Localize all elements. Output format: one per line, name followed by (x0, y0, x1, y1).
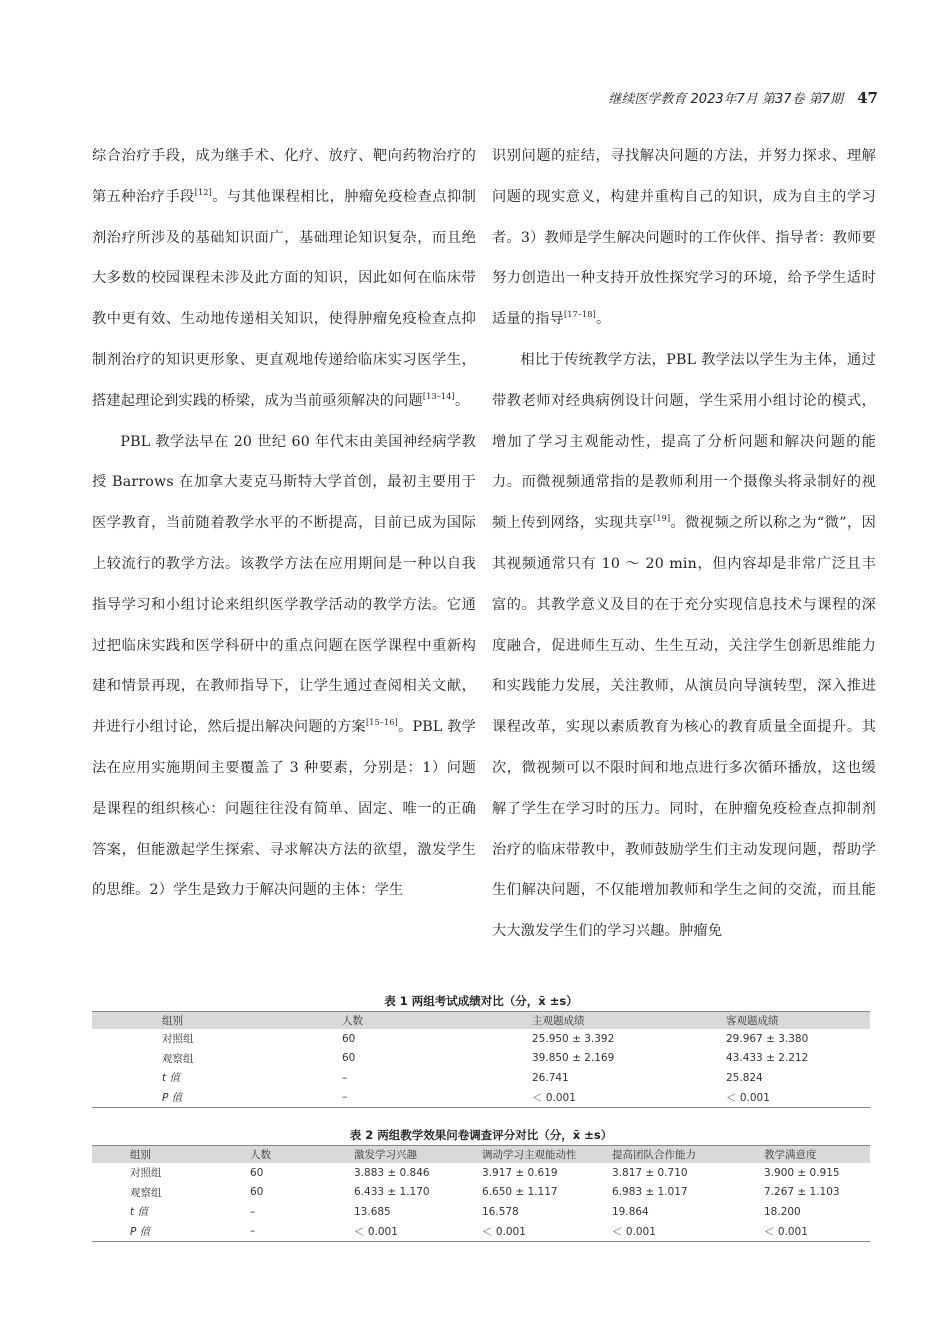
running-header (608, 88, 878, 107)
table-cell: ＜ 0.001 (612, 1225, 656, 1238)
table-cell: P 值 (130, 1225, 151, 1238)
table-cell: ＜ 0.001 (482, 1225, 526, 1238)
column-header: 激发学习兴趣 (354, 1149, 417, 1161)
column-header: 组别 (130, 1149, 151, 1161)
table-cell: 13.685 (354, 1205, 391, 1218)
table-2 (92, 1125, 870, 1242)
column-header: 客观题成绩 (726, 1015, 779, 1027)
table-cell: 25.824 (726, 1071, 763, 1084)
table-cell: 3.900 ± 0.915 (764, 1166, 840, 1179)
paragraph: 综合治疗手段，成为继手术、化疗、放疗、靶向药物治疗的第五种治疗手段[12]。与其他课程相比，肿瘤免疫检查点抑制剂治疗所涉及的基础知识面广，基础理论知识复杂，而且绝大多数的校园课程未涉及此方面的知识，因此如何在临床带教中更有效、生动地传递相关知识，使得肿瘤免疫检查点抑制剂治疗的知识更形象、更直观地传递给临床实习医学生，搭建起理论到实践的桥梁，成为当前亟须解决的问题[13–14]。 (92, 148, 476, 409)
table-cell: 19.864 (612, 1205, 649, 1218)
table-cell: 6.983 ± 1.017 (612, 1186, 688, 1199)
table-cell: ＜ 0.001 (764, 1225, 808, 1238)
table-row (92, 1163, 870, 1183)
table-cell: 43.433 ± 2.212 (726, 1052, 809, 1065)
table-cell: 3.917 ± 0.619 (482, 1166, 558, 1179)
table-cell: 对照组 (162, 1033, 194, 1046)
table-cell: 6.433 ± 1.170 (354, 1186, 430, 1199)
column-header: 教学满意度 (764, 1149, 817, 1161)
table-cell: 26.741 (532, 1071, 569, 1084)
table-cell: 29.967 ± 3.380 (726, 1032, 809, 1045)
column-header: 人数 (250, 1149, 271, 1161)
data-table (92, 1145, 870, 1242)
table-header-row (92, 1012, 870, 1030)
table-cell: 对照组 (130, 1167, 162, 1180)
table-cell: 25.950 ± 3.392 (532, 1032, 615, 1045)
column-header: 调动学习主观能动性 (482, 1149, 577, 1161)
table-row (92, 1029, 870, 1049)
table-1 (92, 991, 870, 1108)
table-cell: – (342, 1071, 348, 1084)
table-cell: 60 (250, 1166, 264, 1179)
table-cell: t 值 (130, 1206, 148, 1219)
table-cell: 3.817 ± 0.710 (612, 1166, 688, 1179)
column-header: 组别 (162, 1015, 183, 1027)
table-cell: 6.650 ± 1.117 (482, 1186, 558, 1199)
table-cell: 3.883 ± 0.846 (354, 1166, 430, 1179)
journal-info: 继续医学教育 2023年7月 第37卷 第7期 (608, 92, 843, 107)
table-cell: – (250, 1225, 256, 1238)
left-column (92, 136, 476, 911)
table-cell: P 值 (162, 1091, 183, 1104)
table-cell: 39.850 ± 2.169 (532, 1052, 615, 1065)
table-cell: 16.578 (482, 1205, 519, 1218)
table-cell: 18.200 (764, 1205, 801, 1218)
paragraph: 相比于传统教学方法，PBL 教学法以学生为主体，通过带教老师对经典病例设计问题，学生采用小组讨论的模式，增加了学习主观能动性，提高了分析问题和解决问题的能力。而微视频通常指的是教师利用一个摄像头将录制好的视频上传到网络，实现共享[19]。微视频之所以称之为“微”，因其视频通常只有 10 ～ 20 min，但内容却是非常广泛且丰富的。其教学意义及目的在于充分实现信息技术与课程的深度融合，促进师生互动、生生互动，关注学生创新思维能力和实践能力发展，关注教师，从演员向导演转型，深入推进课程改革，实现以素质教育为核心的教育质量全面提升。其次，微视频可以不限时间和地点进行多次循环播放，这也缓解了学生在学习时的压力。同时，在肿瘤免疫检查点抑制剂治疗的临床带教中，教师鼓励学生们主动发现问题，帮助学生们解决问题，不仅能增加教师和学生之间的交流，而且能大大激发学生们的学习兴趣。肿瘤免 (492, 351, 877, 940)
table-row (92, 1183, 870, 1203)
table-cell: 60 (342, 1032, 356, 1045)
table-cell: 7.267 ± 1.103 (764, 1186, 840, 1199)
page-number: 47 (857, 89, 878, 107)
table-cell: t 值 (162, 1072, 180, 1085)
right-column (492, 136, 876, 952)
table-row (92, 1202, 870, 1222)
table-cell: – (342, 1091, 348, 1104)
column-header: 人数 (342, 1015, 363, 1027)
paragraph: PBL 教学法早在 20 世纪 60 年代末由美国神经病学教授 Barrows 在加拿大麦克马斯特大学首创，最初主要用于医学教育，当前随着教学水平的不断提高，目前已成为国际上较流行的教学方法。该教学方法在应用期间是一种以自我指导学习和小组讨论来组织医学教学活动的教学方法。它通过把临床实践和医学科研中的重点问题在医学课程中重新构建和情景再现，在教师指导下，让学生通过查阅相关文献，并进行小组讨论，然后提出解决问题的方案[15–16]。PBL 教学法在应用实施期间主要覆盖了 3 种要素，分别是：1）问题是课程的组织核心：问题往往没有简单、固定、唯一的正确答案，但能激起学生探索、寻求解决方法的欲望，激发学生的思维。2）学生是致力于解决问题的主体：学生 (92, 433, 476, 899)
table-cell: 60 (250, 1186, 264, 1199)
table-row (92, 1049, 870, 1069)
column-header: 提高团队合作能力 (612, 1149, 696, 1161)
table-row (92, 1222, 870, 1242)
table-cell: – (250, 1205, 256, 1218)
table-row (92, 1068, 870, 1088)
table-cell: 观察组 (130, 1186, 162, 1199)
paragraph: 识别问题的症结，寻找解决问题的方法，并努力探求、理解问题的现实意义，构建并重构自己的知识，成为自主的学习者。3）教师是学生解决问题时的工作伙伴、指导者：教师要努力创造出一种支持开放性探究学习的环境，给予学生适时适量的指导[17–18]。 (492, 148, 876, 328)
table-cell: 60 (342, 1052, 356, 1065)
data-table (92, 1011, 870, 1108)
table-cell: ＜ 0.001 (532, 1091, 576, 1104)
table-caption: 表 2 两组教学效果问卷调查评分对比（分，x̄ ±s） (349, 1128, 613, 1142)
table-caption: 表 1 两组考试成绩对比（分，x̄ ±s） (384, 994, 578, 1008)
table-cell: ＜ 0.001 (354, 1225, 398, 1238)
column-header: 主观题成绩 (532, 1015, 585, 1027)
table-header-row (92, 1146, 870, 1164)
table-row (92, 1088, 870, 1108)
table-cell: 观察组 (162, 1052, 194, 1065)
table-cell: ＜ 0.001 (726, 1091, 770, 1104)
